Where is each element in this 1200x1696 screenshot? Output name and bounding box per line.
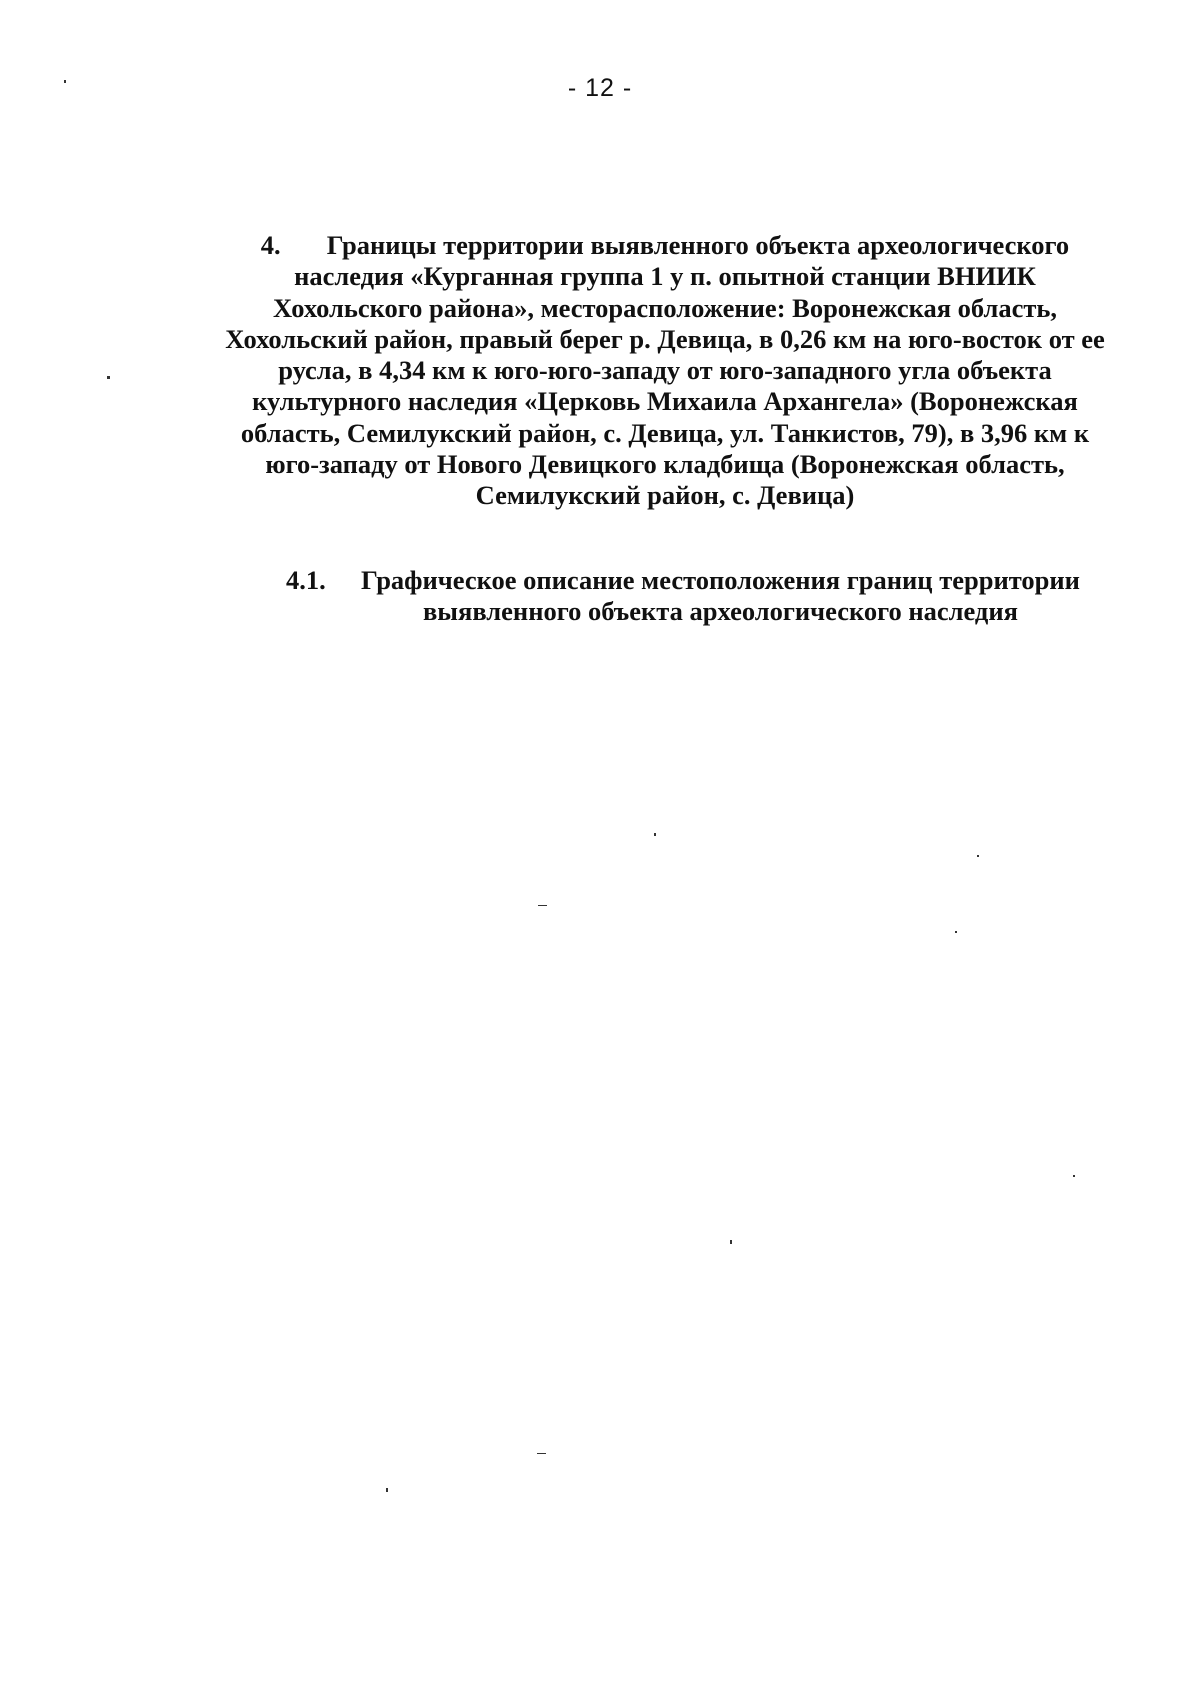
page-number: - 12 - xyxy=(567,74,633,102)
scan-speck xyxy=(977,855,979,857)
scan-speck xyxy=(386,1488,388,1492)
subsection-heading-line: выявленного объекта археологического наследия xyxy=(423,596,1018,627)
subsection-heading-line xyxy=(250,565,1150,596)
section-heading-line: Семилукский район, с. Девица) xyxy=(475,480,855,511)
scan-speck xyxy=(64,80,66,83)
section-4-heading xyxy=(180,230,1150,512)
scan-speck xyxy=(654,833,656,836)
section-heading-line: область, Семилукский район, с. Девица, ул. Танкистов, 79), в 3,96 км к xyxy=(240,417,1090,448)
scan-speck xyxy=(1073,1175,1075,1177)
section-number: 4. xyxy=(260,230,281,260)
section-heading-line: юго-западу от Нового Девицкого кладбища (Воронежская область, xyxy=(265,449,1065,480)
section-heading-line: Хохольского района», месторасположение: Воронежская область, xyxy=(272,292,1058,323)
section-heading-line: культурного наследия «Церковь Михаила Архангела» (Воронежская xyxy=(252,386,1078,417)
section-heading-line: наследия «Курганная группа 1 у п. опытной станции ВНИИК xyxy=(294,261,1036,292)
scan-speck xyxy=(107,376,110,379)
subsection-number: 4.1. xyxy=(286,565,326,595)
section-heading-text: Границы территории выявленного объекта археологического xyxy=(326,230,1070,260)
scan-speck xyxy=(538,905,547,906)
section-heading-line xyxy=(180,230,1150,261)
subsection-4-1-heading xyxy=(250,565,1150,628)
scan-speck xyxy=(537,1453,546,1454)
section-heading-line: русла, в 4,34 км к юго-юго-западу от юго-западного угла объекта xyxy=(278,355,1052,386)
scan-speck xyxy=(955,931,957,933)
section-heading-line: Хохольский район, правый берег р. Девица, в 0,26 км на юго-восток от ее xyxy=(225,323,1105,354)
scan-speck xyxy=(730,1240,732,1244)
subsection-heading-text: Графическое описание местоположения границ территории xyxy=(361,565,1080,595)
